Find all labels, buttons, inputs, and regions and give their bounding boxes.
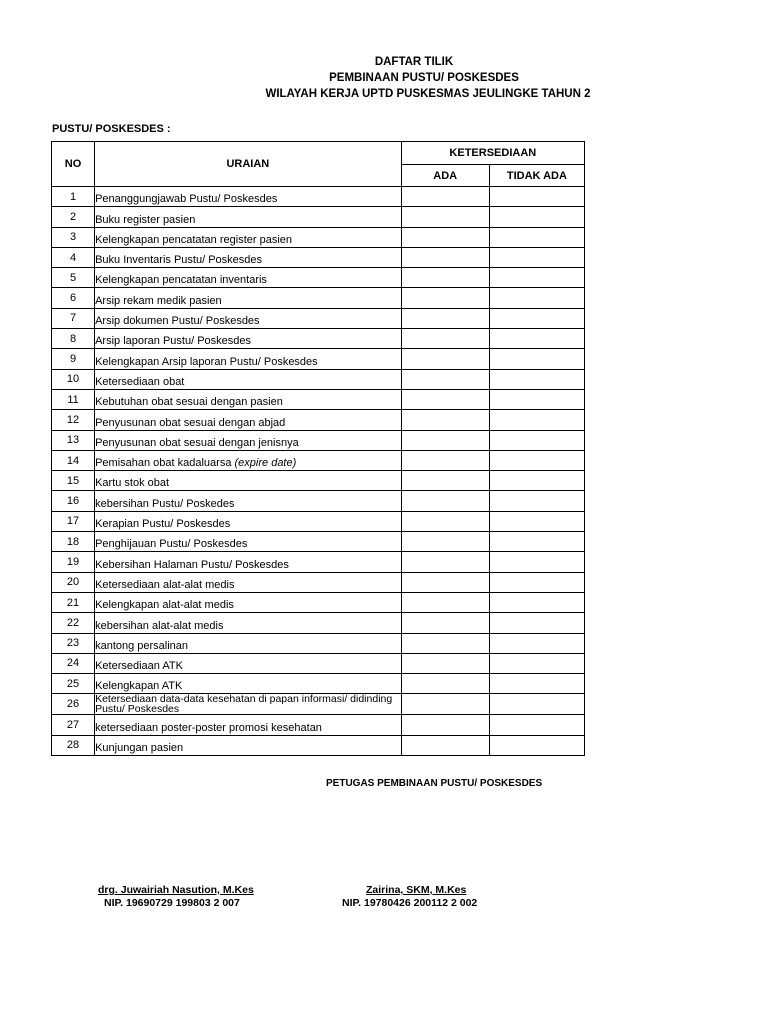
row-uraian-text: Kelengkapan ATK — [95, 680, 183, 693]
row-ada-cell[interactable] — [401, 633, 489, 653]
table-row — [52, 592, 585, 612]
row-ada-cell[interactable] — [401, 715, 489, 735]
table-row — [52, 450, 585, 470]
row-number: 13 — [52, 430, 95, 450]
document-title — [0, 54, 768, 102]
table-row — [52, 674, 585, 694]
table-row — [52, 308, 585, 328]
row-ada-cell[interactable] — [401, 349, 489, 369]
row-number: 23 — [52, 633, 95, 653]
signature-1 — [98, 884, 254, 910]
row-ada-cell[interactable] — [401, 389, 489, 409]
row-number: 14 — [52, 450, 95, 470]
row-uraian-text: Pemisahan obat kadaluarsa — [95, 457, 232, 470]
row-ada-cell[interactable] — [401, 187, 489, 207]
row-tidak-ada-cell[interactable] — [489, 288, 584, 308]
row-number: 22 — [52, 613, 95, 633]
row-tidak-ada-cell[interactable] — [489, 308, 584, 328]
row-tidak-ada-cell[interactable] — [489, 674, 584, 694]
row-number: 18 — [52, 532, 95, 552]
row-uraian-text: Kartu stok obat — [95, 477, 170, 490]
row-ada-cell[interactable] — [401, 511, 489, 531]
row-uraian — [95, 694, 402, 715]
row-tidak-ada-cell[interactable] — [489, 207, 584, 227]
table-row — [52, 471, 585, 491]
table-row — [52, 633, 585, 653]
row-number: 4 — [52, 247, 95, 267]
row-uraian-italic: (expire date) — [234, 457, 297, 470]
table-row — [52, 715, 585, 735]
row-tidak-ada-cell[interactable] — [489, 227, 584, 247]
row-uraian-text: Kelengkapan pencatatan inventaris — [95, 274, 267, 287]
row-tidak-ada-cell[interactable] — [489, 572, 584, 592]
table-row — [52, 735, 585, 755]
row-number: 2 — [52, 207, 95, 227]
header-ketersediaan: KETERSEDIAAN — [401, 142, 584, 165]
row-ada-cell[interactable] — [401, 592, 489, 612]
row-ada-cell[interactable] — [401, 369, 489, 389]
row-number: 15 — [52, 471, 95, 491]
row-ada-cell[interactable] — [401, 532, 489, 552]
row-ada-cell[interactable] — [401, 471, 489, 491]
table-row — [52, 511, 585, 531]
table-row — [52, 613, 585, 633]
row-number: 8 — [52, 329, 95, 349]
row-uraian-text: Penghijauan Pustu/ Poskesdes — [95, 538, 248, 551]
row-uraian — [95, 592, 402, 612]
row-uraian — [95, 491, 402, 511]
row-ada-cell[interactable] — [401, 430, 489, 450]
row-number: 17 — [52, 511, 95, 531]
row-number: 11 — [52, 389, 95, 409]
row-uraian-text: Arsip laporan Pustu/ Poskesdes — [95, 335, 251, 348]
row-number: 24 — [52, 653, 95, 673]
row-uraian-text: Ketersediaan alat-alat medis — [95, 578, 235, 591]
row-number: 3 — [52, 227, 95, 247]
table-row — [52, 389, 585, 409]
signature-2 — [342, 884, 477, 910]
table-row — [52, 288, 585, 308]
row-uraian — [95, 633, 402, 653]
row-uraian — [95, 450, 402, 470]
row-uraian — [95, 653, 402, 673]
row-number: 1 — [52, 187, 95, 207]
row-uraian-text: Kelengkapan alat-alat medis — [95, 599, 234, 612]
row-tidak-ada-cell[interactable] — [489, 430, 584, 450]
title-line-1: DAFTAR TILIK — [374, 56, 454, 68]
table-row — [52, 247, 585, 267]
row-uraian-text: kantong persalinan — [95, 639, 189, 652]
row-number: 25 — [52, 674, 95, 694]
row-uraian-text: Penanggungjawab Pustu/ Poskesdes — [95, 193, 278, 206]
table-row — [52, 187, 585, 207]
row-tidak-ada-cell[interactable] — [489, 592, 584, 612]
row-tidak-ada-cell[interactable] — [489, 410, 584, 430]
row-number: 12 — [52, 410, 95, 430]
petugas-label: PETUGAS PEMBINAAN PUSTU/ POSKESDES — [326, 778, 543, 789]
row-number: 16 — [52, 491, 95, 511]
table-row — [52, 572, 585, 592]
row-uraian — [95, 532, 402, 552]
row-ada-cell[interactable] — [401, 247, 489, 267]
table-row — [52, 552, 585, 572]
table-row — [52, 532, 585, 552]
row-ada-cell[interactable] — [401, 613, 489, 633]
row-ada-cell[interactable] — [401, 207, 489, 227]
row-tidak-ada-cell[interactable] — [489, 613, 584, 633]
row-uraian — [95, 308, 402, 328]
row-number: 19 — [52, 552, 95, 572]
row-number: 27 — [52, 715, 95, 735]
row-uraian — [95, 715, 402, 735]
row-tidak-ada-cell[interactable] — [489, 268, 584, 288]
row-uraian-text: Kebutuhan obat sesuai dengan pasien — [95, 396, 283, 409]
row-number: 7 — [52, 308, 95, 328]
row-tidak-ada-cell[interactable] — [489, 329, 584, 349]
checklist-body — [52, 187, 585, 756]
row-number: 6 — [52, 288, 95, 308]
row-uraian — [95, 735, 402, 755]
row-tidak-ada-cell[interactable] — [489, 247, 584, 267]
title-line-2: PEMBINAAN PUSTU/ POSKESDES — [329, 72, 519, 84]
table-row — [52, 430, 585, 450]
row-uraian — [95, 349, 402, 369]
row-tidak-ada-cell[interactable] — [489, 471, 584, 491]
row-uraian — [95, 227, 402, 247]
row-uraian — [95, 511, 402, 531]
row-uraian-text: Penyusunan obat sesuai dengan abjad — [95, 416, 286, 429]
table-row — [52, 369, 585, 389]
row-uraian — [95, 207, 402, 227]
row-uraian-text: Kunjungan pasien — [95, 742, 184, 755]
signature-1-nip: NIP. 19690729 199803 2 007 — [104, 897, 240, 909]
row-uraian — [95, 613, 402, 633]
title-line-3: WILAYAH KERJA UPTD PUSKESMAS JEULINGKE TAHUN 2 — [265, 88, 591, 100]
row-uraian — [95, 552, 402, 572]
row-uraian — [95, 187, 402, 207]
row-uraian-text: Buku Inventaris Pustu/ Poskesdes — [95, 254, 263, 267]
table-row — [52, 694, 585, 715]
row-tidak-ada-cell[interactable] — [489, 349, 584, 369]
row-ada-cell[interactable] — [401, 491, 489, 511]
row-tidak-ada-cell[interactable] — [489, 187, 584, 207]
row-ada-cell[interactable] — [401, 227, 489, 247]
row-ada-cell[interactable] — [401, 268, 489, 288]
signature-2-name: Zairina, SKM, M.Kes — [366, 884, 467, 896]
row-uraian-text: Kerapian Pustu/ Poskesdes — [95, 518, 231, 531]
row-uraian-text: Arsip rekam medik pasien — [95, 294, 222, 307]
row-tidak-ada-cell[interactable] — [489, 694, 584, 715]
row-tidak-ada-cell[interactable] — [489, 532, 584, 552]
row-uraian — [95, 430, 402, 450]
row-tidak-ada-cell[interactable] — [489, 389, 584, 409]
row-uraian — [95, 268, 402, 288]
row-tidak-ada-cell[interactable] — [489, 552, 584, 572]
header-no: NO — [52, 142, 95, 187]
row-uraian-text: kebersihan alat-alat medis — [95, 619, 224, 632]
signature-2-nip: NIP. 19780426 200112 2 002 — [342, 897, 478, 909]
row-tidak-ada-cell[interactable] — [489, 450, 584, 470]
row-uraian — [95, 369, 402, 389]
row-uraian-text: Ketersediaan data-data kesehatan di papan informasi/ didinding Pustu/ Poskesdes — [95, 693, 393, 715]
row-tidak-ada-cell[interactable] — [489, 735, 584, 755]
row-uraian — [95, 389, 402, 409]
row-uraian — [95, 572, 402, 592]
row-ada-cell[interactable] — [401, 735, 489, 755]
table-row — [52, 491, 585, 511]
row-ada-cell[interactable] — [401, 450, 489, 470]
row-number: 26 — [52, 694, 95, 715]
row-uraian-text: Penyusunan obat sesuai dengan jenisnya — [95, 436, 299, 449]
row-uraian — [95, 247, 402, 267]
row-uraian-text: kebersihan Pustu/ Poskedes — [95, 497, 235, 510]
row-uraian-text: Arsip dokumen Pustu/ Poskesdes — [95, 315, 260, 328]
row-uraian — [95, 410, 402, 430]
row-number: 21 — [52, 592, 95, 612]
pustu-label: PUSTU/ POSKESDES : — [52, 123, 171, 135]
table-row — [52, 329, 585, 349]
row-uraian-text: Kelengkapan pencatatan register pasien — [95, 233, 292, 246]
signature-1-name: drg. Juwairiah Nasution, M.Kes — [98, 884, 254, 896]
row-ada-cell[interactable] — [401, 653, 489, 673]
row-number: 5 — [52, 268, 95, 288]
row-tidak-ada-cell[interactable] — [489, 511, 584, 531]
row-ada-cell[interactable] — [401, 694, 489, 715]
row-number: 9 — [52, 349, 95, 369]
row-ada-cell[interactable] — [401, 674, 489, 694]
row-uraian — [95, 471, 402, 491]
header-ada: ADA — [401, 165, 489, 187]
row-uraian — [95, 288, 402, 308]
row-uraian — [95, 329, 402, 349]
row-tidak-ada-cell[interactable] — [489, 491, 584, 511]
table-row — [52, 653, 585, 673]
row-uraian-text: Kelengkapan Arsip laporan Pustu/ Poskesdes — [95, 355, 318, 368]
row-number: 28 — [52, 735, 95, 755]
row-tidak-ada-cell[interactable] — [489, 369, 584, 389]
table-row — [52, 349, 585, 369]
row-tidak-ada-cell[interactable] — [489, 633, 584, 653]
table-row — [52, 268, 585, 288]
row-uraian-text: Ketersediaan obat — [95, 375, 185, 388]
row-ada-cell[interactable] — [401, 552, 489, 572]
table-row — [52, 410, 585, 430]
row-ada-cell[interactable] — [401, 308, 489, 328]
row-ada-cell[interactable] — [401, 288, 489, 308]
row-number: 10 — [52, 369, 95, 389]
checklist-table — [51, 141, 585, 756]
row-number: 20 — [52, 572, 95, 592]
row-uraian-text: Ketersediaan ATK — [95, 660, 183, 673]
header-tidak-ada: TIDAK ADA — [489, 165, 584, 187]
row-tidak-ada-cell[interactable] — [489, 653, 584, 673]
row-ada-cell[interactable] — [401, 572, 489, 592]
row-uraian-text: Buku register pasien — [95, 213, 196, 226]
row-uraian — [95, 674, 402, 694]
row-tidak-ada-cell[interactable] — [489, 715, 584, 735]
table-row — [52, 227, 585, 247]
header-uraian: URAIAN — [95, 142, 402, 187]
row-uraian-text: ketersediaan poster-poster promosi kesehatan — [95, 721, 322, 734]
row-uraian-text: Kebersihan Halaman Pustu/ Poskesdes — [95, 558, 289, 571]
row-ada-cell[interactable] — [401, 329, 489, 349]
table-row — [52, 207, 585, 227]
row-ada-cell[interactable] — [401, 410, 489, 430]
